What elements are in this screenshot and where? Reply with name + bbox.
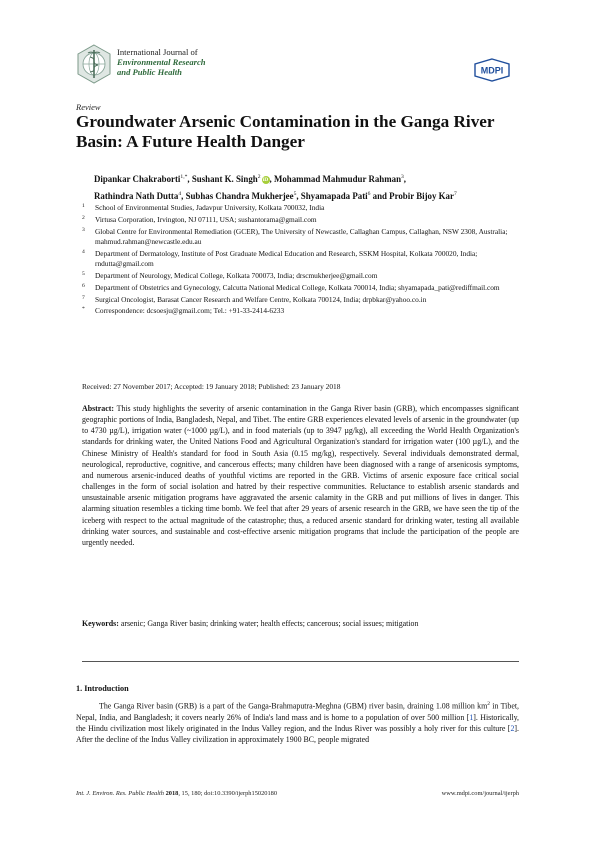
author-affiliation-marker: 6 [367, 191, 371, 198]
citation-link-2[interactable]: 2 [510, 724, 515, 734]
affiliation-text: Surgical Oncologist, Barasat Cancer Research and Welfare Centre, Kolkata 700124, India; drpbkar@yahoo.co.in [95, 294, 427, 304]
affiliation-number: 3 [82, 226, 85, 233]
author-affiliation-marker: 4 [178, 191, 182, 198]
author-name: Subhas Chandra Mukherjee [185, 191, 294, 202]
intro-text-4: ]. After the decline of the Indus Valley civilization in approximately 1900 BC, people migrated [76, 724, 519, 745]
author-list [94, 170, 534, 205]
intro-text-2: in Tibet, Nepal, India, and Bangladesh; it covers nearly 26% of India's land mass and is home to a population of over 500 million [ [76, 701, 519, 722]
section-divider [82, 661, 519, 662]
author-separator: and [370, 191, 390, 202]
affiliation-number: * [82, 306, 85, 313]
affiliation-text: Department of Dermatology, Institute of Post Graduate Medical Education and Research, SSKM Hospital, Kolkata 700020, India; rndutta@gmail.com [95, 248, 478, 269]
journal-logo-icon [76, 44, 112, 84]
affiliation-item [82, 306, 522, 316]
keywords-text: arsenic; Ganga River basin; drinking water; health effects; cancerous; social issues; mitigation [120, 619, 419, 628]
footer-citation [76, 790, 277, 797]
journal-name-line2: Environmental Research [117, 57, 206, 67]
orcid-icon[interactable]: iD [262, 176, 269, 183]
section-heading: 1. Introduction [76, 684, 129, 693]
introduction-paragraph [76, 699, 519, 745]
author-separator: , [187, 173, 192, 184]
journal-name-line3: and Public Health [117, 67, 182, 77]
affiliation-number: 1 [82, 203, 85, 209]
author-name: Shyamapada Pati [300, 191, 368, 202]
affiliation-number: 4 [82, 248, 85, 255]
journal-name [117, 47, 206, 77]
affiliation-text: Department of Neurology, Medical College, Kolkata 700073, India; drscmukherjee@gmail.com [95, 271, 378, 280]
keywords [82, 618, 519, 629]
footer-url[interactable]: www.mdpi.com/journal/ijerph [441, 790, 519, 797]
author-name: Probir Bijoy Kar [389, 191, 454, 202]
intro-text-1: The Ganga River basin (GRB) is a part of the Ganga-Brahmaputra-Meghna (GBM) river basin, draining 1.08 million km [99, 701, 488, 711]
affiliation-number: 7 [82, 294, 85, 301]
abstract-text: This study highlights the severity of arsenic contamination in the Ganga River basin (GRB), which encompasses significant geographic portions of India, Bangladesh, Nepal, and Tibet. The entire GRB experiences elevated levels of arsenic in the groundwater (up to 4730 µg/L), irrigation water (~1000 µg/L), and in food materials (up to 3947 µg/kg), all exceeding the World Health Organization's standards for drinking water, the United Nations Food and Agricultural Organization's standard for irrigation water (100 µg/L), and the Chinese Ministry of Health's standard for food in South Asia (0.15 mg/kg), respectively. Several individuals demonstrated dermal, neurological, reproductive, cognitive, and cancerous effects; many children have been diagnosed with a range of arsenicosis symptoms, and numerous arsenic-induced deaths of youthful victims are reported in the GRB. Victims of arsenic exposure face critical social challenges in the form of social isolation and hatred by their respective communities. Reluctance to establish arsenic standards and unsustainable arsenic mitigation programs have aggravated the arsenic calamity in the GRB and put millions of lives in danger. This alarming situation resembles a ticking time bomb. We feel that after 29 years of arsenic research in the GRB, we have seen the tip of the iceberg with respect to the actual magnitude of the catastrophe; thus, a reduced arsenic standard for drinking water, testing all available drinking water sources, and sustainable and cost-effective arsenic mitigation programs that include the participation of the people are urgently needed. [82, 404, 519, 547]
abstract-label: Abstract: [82, 404, 114, 413]
affiliation-number: 2 [82, 214, 85, 221]
affiliation-number: 6 [82, 282, 85, 289]
affiliation-item [82, 203, 522, 213]
affiliation-number: 5 [82, 271, 85, 277]
abstract [82, 403, 519, 548]
affiliation-text: School of Environmental Studies, Jadavpur University, Kolkata 700032, India [95, 203, 325, 212]
affiliation-item [82, 215, 522, 225]
affiliation-text: Department of Obstetrics and Gynecology, Calcutta National Medical College, Kolkata 700014, India; shyamapada_pati@rediffmail.com [95, 282, 500, 292]
intro-text-3: ]. Historically, the Hindu civilization most likely originated in the Indus Valley region, and the Indus River was possibly a holy river for this culture [ [76, 712, 519, 734]
author-name: Mohammad Mahmudur Rahman [273, 173, 401, 184]
author-affiliation-marker: 5 [293, 191, 297, 198]
affiliation-item [82, 271, 522, 281]
affiliation-text: Virtusa Corporation, Irvington, NJ 07111, USA; sushantorama@gmail.com [95, 214, 317, 224]
affiliation-text: Global Centre for Environmental Remediation (GCER), The University of Newcastle, Callaghan Campus, Callaghan, NSW 2308, Australia; mahmud.rahman@newcastle.edu.au [95, 226, 508, 246]
citation-link-1[interactable]: 1 [469, 712, 474, 722]
author-separator: , [269, 173, 274, 184]
journal-name-line1: International Journal of [117, 47, 198, 57]
author-name: Dipankar Chakraborti [94, 173, 181, 184]
footer-year: 2018 [165, 790, 179, 797]
svg-text:MDPI: MDPI [480, 65, 504, 76]
article-type: Review [76, 102, 101, 112]
affiliation-item [82, 295, 522, 305]
footer-journal-abbrev: Int. J. Environ. Res. Public Health [76, 790, 164, 797]
affiliation-item [82, 249, 522, 270]
author-name: Sushant K. Singh [191, 173, 258, 184]
author-affiliation-marker: 7 [453, 191, 457, 198]
author-affiliation-marker: 1,* [180, 174, 188, 180]
author-name: Rathindra Nath Dutta [94, 191, 179, 202]
author-separator: , [296, 191, 301, 202]
author-affiliation-marker: 3 [401, 174, 404, 180]
author-separator: , [403, 173, 407, 184]
intro-superscript: 2 [487, 701, 490, 707]
affiliation-item [82, 283, 522, 293]
affiliation-list [82, 203, 522, 318]
author-separator: , [181, 191, 186, 202]
affiliation-item [82, 227, 522, 248]
keywords-label: Keywords: [82, 619, 119, 628]
publication-dates: Received: 27 November 2017; Accepted: 19 January 2018; Published: 23 January 2018 [82, 382, 341, 391]
footer-doi: , 15, 180; doi:10.3390/ijerph15020180 [178, 790, 278, 797]
mdpi-logo-icon [473, 58, 511, 82]
article-title: Groundwater Arsenic Contamination in the Ganga River Basin: A Future Health Danger [76, 112, 495, 151]
author-affiliation-marker: 2 [257, 174, 261, 180]
affiliation-text: Correspondence: dcsoesju@gmail.com; Tel.: +91-33-2414-6233 [95, 306, 285, 316]
